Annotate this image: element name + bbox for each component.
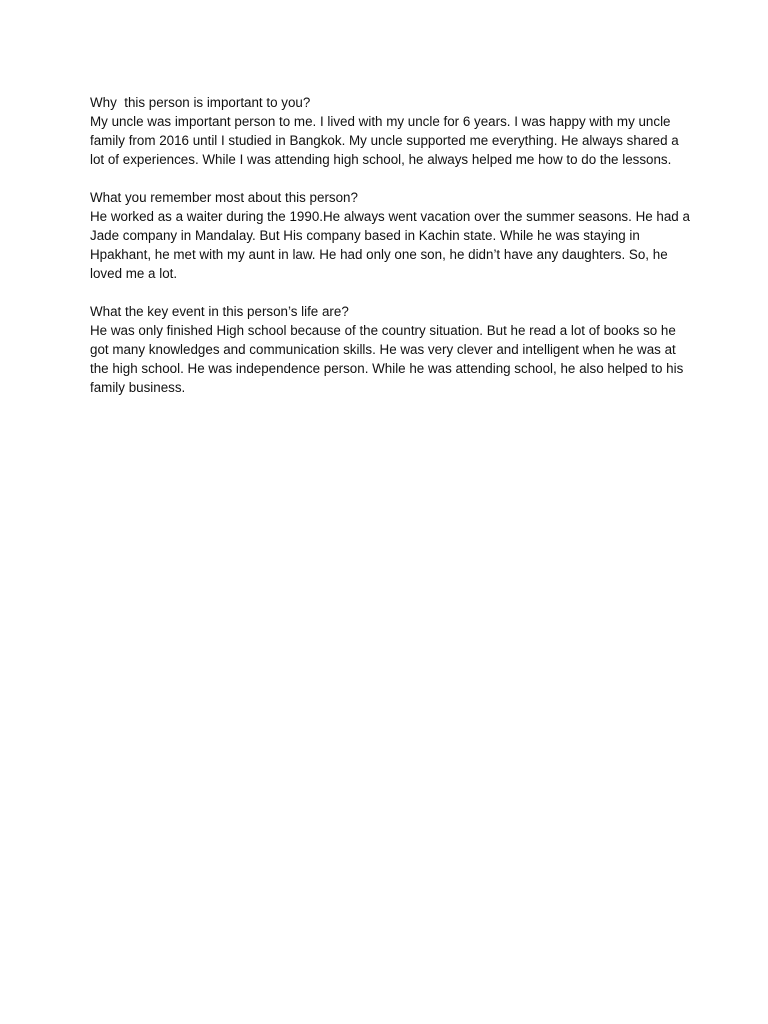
document-body <box>90 93 694 416</box>
question-heading: Why this person is important to you? <box>90 95 311 110</box>
answer-paragraph: My uncle was important person to me. I lived with my uncle for 6 years. I was happy with my uncle family from 2016 until I studied in Bangkok. My uncle supported me everything. He always shared a lot of experiences. While I was attending high school, he always helped me how to do the lessons. <box>90 114 683 167</box>
qa-section-memories <box>90 188 694 283</box>
qa-section-key-events <box>90 302 690 397</box>
question-heading: What you remember most about this person? <box>90 190 358 205</box>
answer-paragraph: He worked as a waiter during the 1990.He always went vacation over the summer seasons. He had a Jade company in Mandalay. But His company based in Kachin state. While he was staying in Hpakhant, he met with my aunt in law. He had only one son, he didn’t have any daughters. So, he loved me a lot. <box>90 209 694 281</box>
qa-section-importance <box>90 93 690 169</box>
question-heading: What the key event in this person’s life are? <box>90 304 349 319</box>
answer-paragraph: He was only finished High school because of the country situation. But he read a lot of books so he got many knowledges and communication skills. He was very clever and intelligent when he was at the high school. He was independence person. While he was attending school, he also helped to his family business. <box>90 323 688 395</box>
